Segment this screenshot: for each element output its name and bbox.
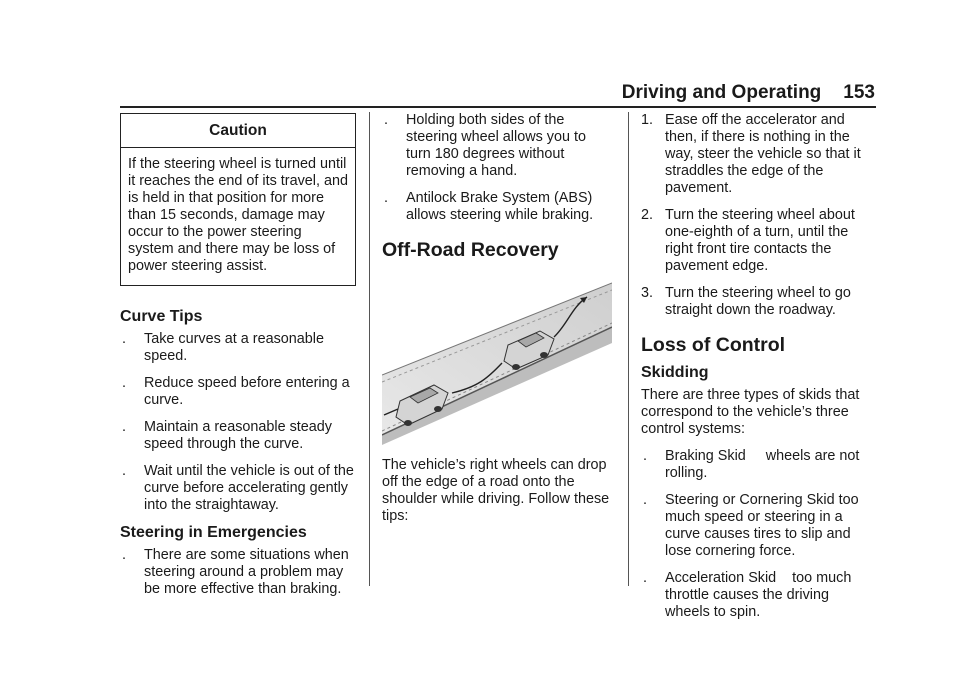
- list-item: . Antilock Brake System (ABS) allows steering while braking.: [384, 190, 594, 223]
- list-item: . There are some situations when steering around a problem may be more effective than braking.: [122, 547, 349, 597]
- bullet-icon: .: [122, 375, 126, 391]
- column-2: [382, 112, 612, 535]
- caution-box: [120, 113, 356, 286]
- heading-steering-emergencies: Steering in Emergencies: [120, 524, 307, 541]
- bullet-icon: .: [384, 112, 388, 128]
- caution-text: If the steering wheel is turned until it reaches the end of its travel, and is held in that position for more than 15 seconds, damage may occur to the power steering system and there may be loss of power steering assist.: [128, 156, 348, 274]
- skidding-text: There are three types of skids that correspond to the vehicle’s three control systems:: [641, 387, 860, 437]
- column-divider: [628, 112, 629, 586]
- column-3: [641, 112, 877, 631]
- page-number: 153: [843, 82, 875, 103]
- list-item: . Reduce speed before entering a curve.: [122, 375, 350, 408]
- list-item: 3. Turn the steering wheel to go straight down the roadway.: [641, 285, 851, 318]
- section-title: Driving and Operating: [621, 82, 822, 103]
- list-item: . Holding both sides of the steering wheel allows you to turn 180 degrees without removing a hand.: [384, 112, 586, 179]
- off-road-recovery-illustration: [382, 275, 612, 445]
- bullet-icon: .: [643, 570, 647, 586]
- list-item: . Maintain a reasonable steady speed through the curve.: [122, 419, 332, 452]
- column-divider: [369, 112, 370, 586]
- list-item: . Braking Skid wheels are not rolling.: [643, 448, 860, 481]
- caution-heading: Caution: [121, 114, 355, 148]
- list-item: . Take curves at a reasonable speed.: [122, 331, 324, 364]
- bullet-icon: .: [122, 463, 126, 479]
- bullet-icon: .: [643, 448, 647, 464]
- bullet-icon: .: [122, 331, 126, 347]
- list-item: . Steering or Cornering Skid too much speed or steering in a curve causes tires to slip and lose cornering force.: [643, 492, 859, 559]
- heading-curve-tips: Curve Tips: [120, 308, 203, 325]
- off-road-text: The vehicle’s right wheels can drop off the edge of a road onto the shoulder while driving. Follow these tips:: [382, 457, 610, 524]
- bullet-icon: .: [122, 419, 126, 435]
- heading-skidding: Skidding: [641, 364, 709, 381]
- heading-loss-of-control: Loss of Control: [641, 334, 786, 356]
- heading-off-road-recovery: Off-Road Recovery: [382, 239, 559, 261]
- list-item: . Wait until the vehicle is out of the curve before accelerating gently into the straightaway.: [122, 463, 354, 513]
- bullet-icon: .: [384, 190, 388, 206]
- list-item: 2. Turn the steering wheel about one-eighth of a turn, until the right front tire contacts the pavement edge.: [641, 207, 855, 274]
- page-header: [620, 82, 875, 104]
- list-item: 1. Ease off the accelerator and then, if there is nothing in the way, steer the vehicle so that it straddles the edge of the pavement.: [641, 112, 861, 196]
- bullet-icon: .: [643, 492, 647, 508]
- header-rule: [120, 106, 876, 108]
- list-item: . Acceleration Skid too much throttle causes the driving wheels to spin.: [643, 570, 852, 620]
- column-1: [120, 112, 356, 608]
- bullet-icon: .: [122, 547, 126, 563]
